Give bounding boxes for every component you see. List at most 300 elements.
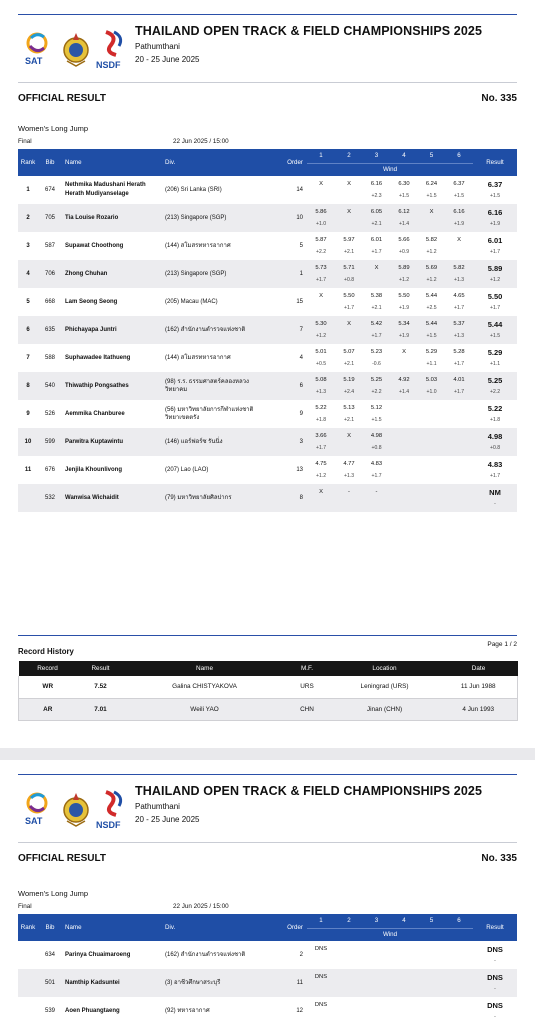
attempt-cell bbox=[307, 456, 335, 484]
attempt-mark: 5.19 bbox=[343, 377, 355, 383]
athlete-bib: 599 bbox=[44, 439, 55, 445]
attempt-wind: +2.5 bbox=[426, 305, 437, 311]
attempt-mark: - bbox=[348, 489, 350, 495]
attempt-mark: 6.01 bbox=[370, 237, 383, 243]
athlete-name: Phichayapa Juntri bbox=[65, 326, 117, 333]
result-cell bbox=[473, 316, 517, 344]
attempt-wind bbox=[418, 220, 445, 228]
athlete-name: Namthip Kadsuntei bbox=[65, 979, 120, 986]
athlete-name: Nethmika Madushani Herath Herath Mudiyanselage bbox=[65, 182, 146, 197]
athlete-bib: 705 bbox=[44, 215, 55, 221]
attempt-wind bbox=[363, 957, 390, 965]
attempt-cell bbox=[418, 969, 445, 997]
athlete-division: (205) Macau (MAC) bbox=[165, 299, 218, 305]
attempt-cell bbox=[363, 204, 390, 232]
athlete-division: (144) สโมสรทหารอากาศ bbox=[165, 355, 231, 361]
attempt-wind bbox=[418, 985, 445, 993]
athlete-row bbox=[18, 372, 517, 400]
attempt-mark: 6.12 bbox=[398, 209, 410, 215]
attempt-mark bbox=[390, 404, 418, 413]
attempt-cell bbox=[363, 316, 390, 344]
attempt-mark: 6.16 bbox=[453, 209, 465, 215]
attempt-cell bbox=[335, 372, 363, 400]
col-result: Result bbox=[473, 149, 517, 176]
athlete-name: Wanwisa Wichaidit bbox=[65, 494, 119, 501]
attempt-mark: 4.65 bbox=[453, 293, 465, 299]
result-cell bbox=[473, 484, 517, 512]
athlete-order: 13 bbox=[296, 467, 303, 473]
attempt-cell bbox=[363, 484, 390, 512]
meet-dates: 20 - 25 June 2025 bbox=[135, 55, 200, 64]
meet-title: THAILAND OPEN TRACK & FIELD CHAMPIONSHIPS 2025 bbox=[135, 784, 482, 798]
meet-venue: Pathumthani bbox=[135, 42, 180, 51]
athlete-rank bbox=[18, 969, 38, 997]
attempt-cell bbox=[390, 344, 418, 372]
athlete-rank: 4 bbox=[26, 271, 30, 277]
athlete-division: (213) Singapore (SGP) bbox=[165, 271, 227, 277]
athlete-division: (206) Sri Lanka (SRI) bbox=[165, 187, 222, 193]
attempt-cell bbox=[307, 260, 335, 288]
athlete-name: Suphawadee Itathueng bbox=[65, 354, 131, 361]
col-bib: Bib bbox=[38, 149, 62, 176]
svg-text:NSDF: NSDF bbox=[96, 60, 121, 70]
attempt-wind bbox=[418, 416, 445, 424]
attempt-mark bbox=[390, 488, 418, 497]
record-history-table bbox=[18, 661, 518, 721]
attempt-mark: - bbox=[375, 489, 378, 495]
attempt-wind: +1.3 bbox=[315, 389, 327, 395]
attempt-mark bbox=[335, 1001, 363, 1010]
result-cell bbox=[473, 288, 517, 316]
attempt-mark: 5.23 bbox=[370, 349, 383, 355]
attempt-cell bbox=[307, 372, 335, 400]
record-row bbox=[19, 676, 518, 698]
svg-text:SAT: SAT bbox=[25, 816, 43, 826]
attempt-mark: X bbox=[457, 237, 461, 243]
attempt-mark: 4.77 bbox=[343, 461, 355, 467]
attempt-wind bbox=[390, 1013, 418, 1021]
attempt-cell bbox=[418, 232, 445, 260]
attempt-cell bbox=[335, 204, 363, 232]
attempt-cell bbox=[335, 176, 363, 204]
attempt-wind bbox=[390, 416, 418, 424]
attempt-wind: +1.4 bbox=[398, 221, 410, 227]
attempt-cell bbox=[335, 260, 363, 288]
attempt-mark bbox=[445, 404, 473, 413]
attempt-wind: +1.9 bbox=[453, 221, 465, 227]
attempt-wind: +2.1 bbox=[371, 221, 382, 227]
event-name: Women's Long Jump bbox=[18, 124, 89, 133]
attempt-mark bbox=[418, 973, 445, 982]
attempt-wind bbox=[390, 444, 418, 452]
attempt-wind: +2.1 bbox=[371, 305, 382, 311]
best-mark: DNS bbox=[487, 1001, 503, 1010]
meet-title: THAILAND OPEN TRACK & FIELD CHAMPIONSHIPS 2025 bbox=[135, 24, 482, 38]
attempt-mark: 5.07 bbox=[343, 349, 355, 355]
attempt-mark: 3.66 bbox=[315, 433, 327, 439]
attempt-cell bbox=[363, 456, 390, 484]
attempt-mark bbox=[363, 1001, 390, 1010]
header-divider bbox=[18, 842, 517, 843]
col-rank: Rank bbox=[18, 914, 38, 941]
attempt-wind: +1.3 bbox=[453, 333, 465, 339]
attempt-wind bbox=[445, 444, 473, 452]
athlete-order: 5 bbox=[299, 243, 303, 249]
best-mark: 4.98 bbox=[487, 432, 503, 441]
attempt-mark: X bbox=[347, 433, 351, 439]
athlete-row bbox=[18, 941, 517, 969]
athlete-bib: 635 bbox=[44, 327, 55, 333]
attempt-wind bbox=[335, 332, 363, 340]
athlete-row bbox=[18, 484, 517, 512]
attempt-cell bbox=[390, 400, 418, 428]
event-name: Women's Long Jump bbox=[18, 889, 89, 898]
athlete-row bbox=[18, 316, 517, 344]
logo-group bbox=[24, 28, 144, 72]
attempt-mark: 6.16 bbox=[370, 181, 383, 187]
attempt-cell bbox=[445, 288, 473, 316]
attempt-cell bbox=[335, 400, 363, 428]
svg-text:SAT: SAT bbox=[25, 56, 43, 66]
record-type: WR bbox=[42, 683, 54, 691]
attempt-mark: X bbox=[319, 293, 323, 299]
attempt-wind bbox=[335, 500, 363, 508]
athlete-bib: 540 bbox=[44, 383, 55, 389]
attempt-cell bbox=[445, 176, 473, 204]
record-mf: CHN bbox=[300, 705, 314, 713]
attempt-mark bbox=[418, 404, 445, 413]
attempt-cell bbox=[390, 941, 418, 969]
attempt-cell bbox=[307, 316, 335, 344]
athlete-division: (207) Lao (LAO) bbox=[165, 467, 209, 473]
attempt-wind bbox=[363, 985, 390, 993]
athlete-name: Parwitra Kuptawintu bbox=[65, 438, 124, 445]
attempt-mark: 5.42 bbox=[370, 321, 383, 327]
attempt-mark: 5.71 bbox=[343, 265, 355, 271]
attempt-cell bbox=[307, 232, 335, 260]
attempt-mark bbox=[363, 973, 390, 982]
attempt-mark: 5.44 bbox=[425, 321, 438, 327]
attempt-wind bbox=[335, 985, 363, 993]
attempt-wind: -0.6 bbox=[372, 361, 381, 367]
attempt-wind: +2.2 bbox=[315, 249, 327, 255]
athlete-rank: 8 bbox=[26, 383, 30, 389]
attempt-mark: 5.86 bbox=[315, 209, 327, 215]
athlete-name: Parinya Chuaimaroeng bbox=[65, 951, 131, 958]
attempt-mark bbox=[418, 1001, 445, 1010]
attempt-wind bbox=[445, 248, 473, 256]
attempt-cell bbox=[418, 400, 445, 428]
attempt-wind bbox=[418, 444, 445, 452]
attempt-wind bbox=[363, 1013, 390, 1021]
page-header bbox=[18, 22, 517, 72]
attempt-mark: X bbox=[319, 181, 323, 187]
attempt-cell bbox=[363, 372, 390, 400]
attempt-cell bbox=[390, 316, 418, 344]
attempt-cell bbox=[390, 428, 418, 456]
athlete-row bbox=[18, 456, 517, 484]
athlete-rank: 10 bbox=[24, 439, 32, 445]
best-wind: +2.2 bbox=[489, 389, 501, 395]
official-result-label: OFFICIAL RESULT bbox=[18, 93, 106, 104]
attempt-wind: +1.5 bbox=[371, 417, 382, 423]
attempt-wind bbox=[418, 472, 445, 480]
best-mark: 5.44 bbox=[487, 320, 503, 329]
attempt-cell bbox=[445, 232, 473, 260]
athlete-division: (98) ร.ร. ธรรมศาสตร์คลองหลวงวิทยาคม bbox=[165, 379, 249, 393]
col-div: Div. bbox=[162, 914, 262, 941]
col-name: Name bbox=[62, 914, 162, 941]
header-divider bbox=[18, 82, 517, 83]
attempt-wind bbox=[445, 1013, 473, 1021]
attempt-mark: 6.37 bbox=[453, 181, 465, 187]
attempt-cell bbox=[335, 997, 363, 1024]
attempt-wind: +1.7 bbox=[315, 445, 327, 451]
attempt-mark: DNS bbox=[314, 1002, 328, 1008]
attempt-mark: 5.28 bbox=[453, 349, 465, 355]
best-mark: 5.25 bbox=[487, 376, 503, 385]
athlete-name: Supawat Choothong bbox=[65, 242, 124, 249]
record-holder: Galina CHISTYAKOVA bbox=[172, 683, 237, 691]
header-rule bbox=[18, 774, 517, 775]
result-cell bbox=[473, 400, 517, 428]
attempt-wind: +0.8 bbox=[343, 277, 355, 283]
attempt-cell bbox=[390, 260, 418, 288]
meet-title-block bbox=[135, 784, 482, 824]
attempt-wind: +1.5 bbox=[426, 193, 437, 199]
athlete-bib: 634 bbox=[44, 952, 55, 958]
athlete-rank: 6 bbox=[26, 327, 30, 333]
attempt-wind bbox=[335, 957, 363, 965]
attempt-wind: +1.0 bbox=[426, 389, 437, 395]
athlete-row bbox=[18, 204, 517, 232]
col-attempt-3: 3 bbox=[363, 914, 390, 928]
attempt-wind bbox=[418, 500, 445, 508]
record-date: 4 Jun 1993 bbox=[462, 705, 495, 713]
results-header-row bbox=[18, 914, 517, 928]
record-history-title: Record History bbox=[18, 647, 74, 656]
athlete-order: 12 bbox=[296, 1008, 303, 1014]
attempt-wind bbox=[363, 276, 390, 284]
record-date: 11 Jun 1988 bbox=[460, 683, 496, 691]
attempt-mark: 4.75 bbox=[315, 461, 327, 467]
attempt-mark: X bbox=[319, 489, 323, 495]
athlete-bib: 588 bbox=[44, 355, 55, 361]
attempt-cell bbox=[363, 344, 390, 372]
attempt-cell bbox=[363, 176, 390, 204]
attempt-cell bbox=[363, 400, 390, 428]
attempt-wind: +1.9 bbox=[398, 333, 410, 339]
attempt-wind bbox=[445, 500, 473, 508]
attempt-cell bbox=[418, 997, 445, 1024]
result-cell bbox=[473, 372, 517, 400]
attempt-cell bbox=[418, 176, 445, 204]
attempt-cell bbox=[307, 344, 335, 372]
athlete-order: 9 bbox=[299, 411, 303, 417]
attempt-mark bbox=[390, 973, 418, 982]
event-round: Final bbox=[18, 138, 32, 145]
attempt-wind: +1.7 bbox=[371, 473, 382, 479]
attempt-wind bbox=[307, 957, 335, 965]
athlete-row bbox=[18, 176, 517, 204]
athlete-bib: 539 bbox=[44, 1008, 55, 1014]
record-header-row bbox=[19, 661, 518, 676]
athlete-division: (3) อาชีวศึกษาสระบุรี bbox=[165, 980, 221, 986]
seal-logo-icon bbox=[62, 788, 90, 832]
attempt-wind bbox=[307, 304, 335, 312]
attempt-cell bbox=[418, 941, 445, 969]
attempt-wind: +2.1 bbox=[343, 417, 355, 423]
attempt-wind bbox=[307, 985, 335, 993]
attempt-wind: +0.8 bbox=[371, 445, 382, 451]
attempt-wind: +2.1 bbox=[343, 249, 355, 255]
attempt-cell bbox=[307, 997, 335, 1024]
attempt-mark bbox=[445, 1001, 473, 1010]
attempt-mark: 5.13 bbox=[343, 405, 355, 411]
attempt-cell bbox=[390, 997, 418, 1024]
attempt-cell bbox=[335, 232, 363, 260]
result-number: No. 335 bbox=[481, 93, 517, 104]
attempt-wind: +1.7 bbox=[453, 389, 465, 395]
attempt-wind: +0.9 bbox=[398, 249, 410, 255]
athlete-division: (162) สำนักงานตำรวจแห่งชาติ bbox=[165, 327, 246, 333]
attempt-cell bbox=[307, 428, 335, 456]
record-location: Jinan (CHN) bbox=[366, 705, 403, 713]
attempt-cell bbox=[390, 484, 418, 512]
athlete-order: 10 bbox=[296, 215, 303, 221]
attempt-mark: 6.24 bbox=[425, 181, 438, 187]
attempt-wind bbox=[418, 957, 445, 965]
attempt-cell bbox=[445, 969, 473, 997]
attempt-mark bbox=[418, 432, 445, 441]
attempt-cell bbox=[390, 456, 418, 484]
attempt-mark: 5.29 bbox=[425, 349, 438, 355]
attempt-wind: +1.7 bbox=[453, 361, 465, 367]
result-cell bbox=[473, 428, 517, 456]
col-result: Result bbox=[473, 914, 517, 941]
attempt-wind: +1.8 bbox=[315, 417, 327, 423]
nsdf-logo-icon bbox=[96, 788, 132, 832]
attempt-mark: X bbox=[347, 321, 351, 327]
athlete-rank: 7 bbox=[26, 355, 30, 361]
attempt-wind: +1.2 bbox=[315, 473, 327, 479]
col-record: Record bbox=[19, 661, 77, 676]
attempt-cell bbox=[445, 204, 473, 232]
attempt-mark: DNS bbox=[314, 946, 328, 952]
attempt-mark: 5.82 bbox=[453, 265, 465, 271]
attempt-cell bbox=[307, 204, 335, 232]
attempt-cell bbox=[418, 288, 445, 316]
best-mark: 4.83 bbox=[487, 460, 503, 469]
attempt-cell bbox=[363, 260, 390, 288]
best-mark: 5.29 bbox=[487, 348, 503, 357]
attempt-cell bbox=[390, 372, 418, 400]
svg-text:NSDF: NSDF bbox=[96, 820, 121, 830]
best-mark: 6.37 bbox=[487, 180, 503, 189]
attempt-cell bbox=[390, 232, 418, 260]
athlete-rank bbox=[18, 941, 38, 969]
attempt-cell bbox=[307, 941, 335, 969]
attempt-wind: +1.2 bbox=[398, 277, 410, 283]
athlete-rank: 9 bbox=[26, 411, 30, 417]
athlete-name: Thiwathip Pongsathes bbox=[65, 382, 129, 389]
attempt-mark bbox=[390, 432, 418, 441]
attempt-cell bbox=[363, 969, 390, 997]
attempt-wind: +1.7 bbox=[453, 305, 465, 311]
attempt-mark: 4.98 bbox=[370, 433, 383, 439]
logo-group bbox=[24, 788, 144, 832]
event-round: Final bbox=[18, 903, 32, 910]
attempt-wind bbox=[307, 500, 335, 508]
attempt-wind bbox=[307, 1013, 335, 1021]
attempt-mark: DNS bbox=[314, 974, 328, 980]
attempt-cell bbox=[335, 316, 363, 344]
attempt-wind: +1.5 bbox=[453, 193, 465, 199]
record-result: 7.01 bbox=[94, 705, 107, 713]
attempt-mark: 5.08 bbox=[315, 377, 327, 383]
col-attempt-4: 4 bbox=[390, 914, 418, 928]
athlete-rank: 1 bbox=[26, 187, 30, 193]
attempt-mark bbox=[445, 432, 473, 441]
attempt-mark: 5.30 bbox=[315, 321, 327, 327]
best-wind: +1.7 bbox=[489, 249, 501, 255]
attempt-cell bbox=[307, 400, 335, 428]
best-wind: - bbox=[494, 986, 496, 992]
attempt-cell bbox=[445, 344, 473, 372]
athlete-name: Zhong Chuhan bbox=[65, 270, 108, 277]
header-rule bbox=[18, 14, 517, 15]
attempt-mark bbox=[418, 945, 445, 954]
athlete-order: 15 bbox=[296, 299, 303, 305]
page-header bbox=[18, 782, 517, 832]
sat-logo-icon bbox=[24, 788, 56, 832]
athlete-name: Jenjila Khounlivong bbox=[65, 466, 123, 473]
athlete-bib: 587 bbox=[44, 243, 55, 249]
athlete-order: 4 bbox=[299, 355, 303, 361]
attempt-mark bbox=[335, 945, 363, 954]
attempt-mark: 5.50 bbox=[343, 293, 355, 299]
athlete-bib: 501 bbox=[44, 980, 55, 986]
attempt-cell bbox=[335, 428, 363, 456]
attempt-cell bbox=[307, 484, 335, 512]
attempt-cell bbox=[445, 456, 473, 484]
best-wind: +1.5 bbox=[489, 333, 501, 339]
attempt-mark bbox=[418, 488, 445, 497]
attempt-wind: +2.1 bbox=[343, 361, 355, 367]
attempt-mark: 5.97 bbox=[343, 237, 355, 243]
result-cell bbox=[473, 997, 517, 1024]
athlete-bib: 706 bbox=[44, 271, 55, 277]
attempt-mark bbox=[390, 1001, 418, 1010]
col-record-mf: M.F. bbox=[285, 661, 330, 676]
col-order: Order bbox=[262, 914, 307, 941]
col-name: Name bbox=[62, 149, 162, 176]
attempt-wind: +1.7 bbox=[371, 249, 382, 255]
attempt-cell bbox=[445, 260, 473, 288]
athlete-rank: 11 bbox=[24, 467, 32, 473]
best-mark: 5.50 bbox=[487, 292, 503, 301]
attempt-wind: +1.3 bbox=[453, 277, 465, 283]
athlete-rank bbox=[18, 997, 38, 1024]
attempt-wind bbox=[390, 985, 418, 993]
attempt-wind bbox=[445, 416, 473, 424]
record-row bbox=[19, 698, 518, 720]
best-mark: 6.16 bbox=[487, 208, 503, 217]
athlete-rank: 5 bbox=[26, 299, 30, 305]
attempt-wind: +1.2 bbox=[315, 333, 327, 339]
col-attempt-2: 2 bbox=[335, 149, 363, 163]
attempt-mark: 5.22 bbox=[315, 405, 327, 411]
